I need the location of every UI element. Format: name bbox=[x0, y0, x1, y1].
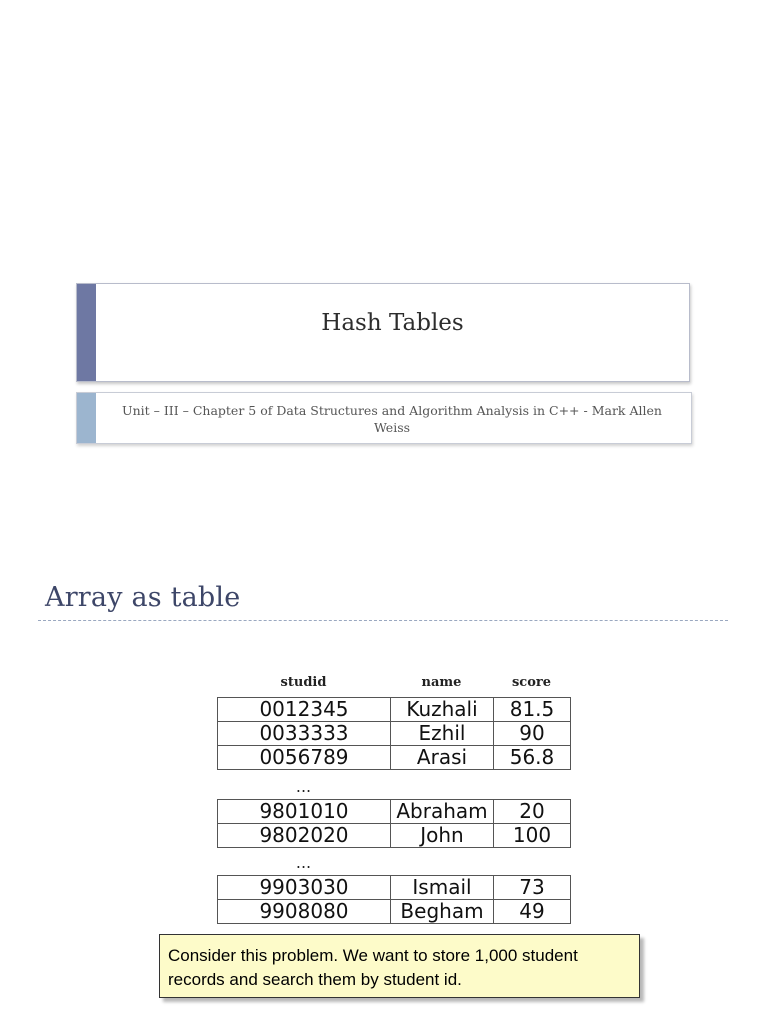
score-cell: 49 bbox=[494, 900, 571, 924]
name-cell: Ismail bbox=[391, 876, 494, 900]
studid-cell: 9802020 bbox=[218, 824, 391, 848]
name-cell: Ezhil bbox=[391, 722, 494, 746]
score-cell: 81.5 bbox=[494, 698, 571, 722]
studid-cell: 9908080 bbox=[218, 900, 391, 924]
section-title: Array as table bbox=[45, 582, 241, 613]
score-cell: 90 bbox=[494, 722, 571, 746]
record-table-group-1 bbox=[217, 697, 571, 770]
name-cell: Kuzhali bbox=[391, 698, 494, 722]
title-divider bbox=[38, 620, 728, 621]
record-table-group-3 bbox=[217, 875, 571, 924]
title-box bbox=[76, 283, 690, 382]
table-row bbox=[218, 698, 571, 722]
subtitle-accent-bar bbox=[77, 393, 96, 443]
table-row bbox=[218, 900, 571, 924]
studid-cell: 9801010 bbox=[218, 800, 391, 824]
title-accent-bar bbox=[77, 284, 96, 381]
ellipsis-1: ... bbox=[295, 777, 312, 796]
score-cell: 73 bbox=[494, 876, 571, 900]
name-cell: John bbox=[391, 824, 494, 848]
table-row bbox=[218, 746, 571, 770]
studid-cell: 9903030 bbox=[218, 876, 391, 900]
name-cell: Arasi bbox=[391, 746, 494, 770]
table-row bbox=[218, 824, 571, 848]
name-cell: Begham bbox=[391, 900, 494, 924]
column-header-score: score bbox=[511, 675, 552, 690]
record-table-group-2 bbox=[217, 799, 571, 848]
subtitle-box bbox=[76, 392, 692, 444]
name-cell: Abraham bbox=[391, 800, 494, 824]
studid-cell: 0056789 bbox=[218, 746, 391, 770]
column-header-studid: studid bbox=[280, 675, 327, 690]
score-cell: 20 bbox=[494, 800, 571, 824]
column-header-name: name bbox=[421, 675, 462, 690]
score-cell: 56.8 bbox=[494, 746, 571, 770]
score-cell: 100 bbox=[494, 824, 571, 848]
table-row bbox=[218, 800, 571, 824]
problem-callout: Consider this problem. We want to store 1,000 student records and search them by student id. bbox=[159, 934, 640, 998]
slide-title: Hash Tables bbox=[321, 310, 464, 336]
table-row bbox=[218, 722, 571, 746]
slide-subtitle: Unit – III – Chapter 5 of Data Structures and Algorithm Analysis in C++ - Mark Allen Weiss bbox=[122, 403, 662, 435]
studid-cell: 0012345 bbox=[218, 698, 391, 722]
studid-cell: 0033333 bbox=[218, 722, 391, 746]
table-row bbox=[218, 876, 571, 900]
ellipsis-2: ... bbox=[295, 853, 312, 872]
